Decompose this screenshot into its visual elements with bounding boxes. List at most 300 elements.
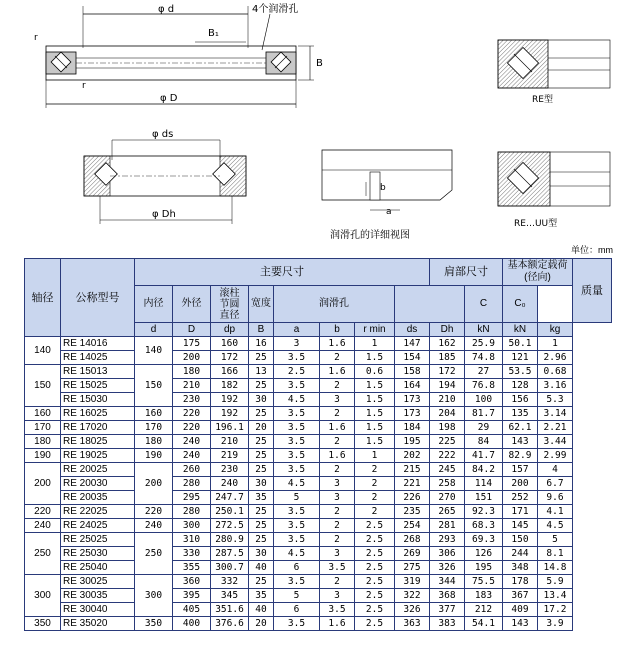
cell-inner-d: 250 xyxy=(135,533,173,575)
cell-outer-D: 355 xyxy=(173,561,211,575)
th-sym-ds: ds xyxy=(395,323,430,337)
cell-lube-b: 3 xyxy=(320,589,355,603)
cell-lube-a: 3.5 xyxy=(274,463,320,477)
cell-c: 114 xyxy=(465,477,503,491)
cell-outer-D: 210 xyxy=(173,379,211,393)
cell-lube-b: 3.5 xyxy=(320,561,355,575)
cell-c: 76.8 xyxy=(465,379,503,393)
cell-dh: 265 xyxy=(430,505,465,519)
cell-model: RE 16025 xyxy=(61,407,135,421)
cell-shaft: 160 xyxy=(25,407,61,421)
cell-mass: 4 xyxy=(538,463,573,477)
r-left-label: r xyxy=(34,33,38,43)
cell-c: 126 xyxy=(465,547,503,561)
reuu-caption: RE…UU型 xyxy=(514,219,558,229)
cell-dh: 368 xyxy=(430,589,465,603)
cell-c: 75.5 xyxy=(465,575,503,589)
cell-model: RE 30040 xyxy=(61,603,135,617)
cell-r-min: 1.5 xyxy=(355,393,395,407)
cell-lube-b: 1.6 xyxy=(320,617,355,631)
cell-dh: 306 xyxy=(430,547,465,561)
cell-r-min: 2.5 xyxy=(355,519,395,533)
cell-lube-b: 3 xyxy=(320,491,355,505)
cell-c0: 409 xyxy=(503,603,538,617)
cell-model: RE 20030 xyxy=(61,477,135,491)
cell-roller-dp: 300.7 xyxy=(211,561,249,575)
table-row xyxy=(25,519,612,533)
th-shoulder: 肩部尺寸 xyxy=(430,259,503,286)
cell-dh: 270 xyxy=(430,491,465,505)
cell-ds: 164 xyxy=(395,379,430,393)
cell-lube-a: 3.5 xyxy=(274,421,320,435)
cell-inner-d: 190 xyxy=(135,449,173,463)
cell-dh: 258 xyxy=(430,477,465,491)
cell-inner-d: 140 xyxy=(135,337,173,365)
th-sym-dp: dp xyxy=(211,323,249,337)
unit-label: 单位：mm xyxy=(571,245,613,255)
cell-width-B: 30 xyxy=(249,477,274,491)
cell-lube-a: 4.5 xyxy=(274,547,320,561)
th-load-rating xyxy=(503,259,573,286)
cell-c: 84.2 xyxy=(465,463,503,477)
cell-r-min: 1 xyxy=(355,337,395,351)
cell-roller-dp: 351.6 xyxy=(211,603,249,617)
table-row xyxy=(25,533,612,547)
cell-lube-b: 2 xyxy=(320,379,355,393)
cell-model: RE 25025 xyxy=(61,533,135,547)
cell-roller-dp: 192 xyxy=(211,407,249,421)
cell-c: 74.8 xyxy=(465,351,503,365)
cell-width-B: 30 xyxy=(249,393,274,407)
cell-r-min: 1.5 xyxy=(355,435,395,449)
cell-c: 100 xyxy=(465,393,503,407)
cell-outer-D: 260 xyxy=(173,463,211,477)
detail-caption: 润滑孔的详细视图 xyxy=(330,230,410,241)
cell-width-B: 25 xyxy=(249,575,274,589)
cell-width-B: 25 xyxy=(249,533,274,547)
cell-width-B: 35 xyxy=(249,589,274,603)
cell-inner-d: 170 xyxy=(135,421,173,435)
cell-c0: 82.9 xyxy=(503,449,538,463)
cell-ds: 319 xyxy=(395,575,430,589)
th-unit-kn2: kN xyxy=(503,323,538,337)
cell-mass: 8.1 xyxy=(538,547,573,561)
cell-c: 27 xyxy=(465,365,503,379)
cell-ds: 326 xyxy=(395,603,430,617)
cell-lube-a: 3.5 xyxy=(274,449,320,463)
cell-c0: 252 xyxy=(503,491,538,505)
cell-inner-d: 180 xyxy=(135,435,173,449)
th-load-rating-title: 基本额定载荷 xyxy=(507,260,568,271)
cell-width-B: 25 xyxy=(249,519,274,533)
cell-c0: 143 xyxy=(503,617,538,631)
cell-mass: 5.9 xyxy=(538,575,573,589)
cell-c0: 178 xyxy=(503,575,538,589)
cell-ds: 363 xyxy=(395,617,430,631)
cell-ds: 235 xyxy=(395,505,430,519)
spec-table-body xyxy=(25,337,612,631)
cell-c0: 367 xyxy=(503,589,538,603)
cell-ds: 322 xyxy=(395,589,430,603)
cell-shaft: 350 xyxy=(25,617,61,631)
th-outer: 外径 xyxy=(173,286,211,323)
cell-roller-dp: 332 xyxy=(211,575,249,589)
th-c0: C₀ xyxy=(503,286,538,323)
cell-mass: 2.96 xyxy=(538,351,573,365)
cell-width-B: 20 xyxy=(249,617,274,631)
cell-shaft: 170 xyxy=(25,421,61,435)
th-sym-b: b xyxy=(320,323,355,337)
table-row xyxy=(25,351,612,365)
cell-c0: 121 xyxy=(503,351,538,365)
th-mass: 质量 xyxy=(573,259,612,323)
cell-outer-D: 230 xyxy=(173,393,211,407)
th-unit-kn1: kN xyxy=(465,323,503,337)
cell-width-B: 25 xyxy=(249,505,274,519)
cell-width-B: 40 xyxy=(249,603,274,617)
cell-shaft: 250 xyxy=(25,533,61,575)
cell-model: RE 20025 xyxy=(61,463,135,477)
table-row xyxy=(25,589,612,603)
spec-table xyxy=(24,258,612,631)
table-row xyxy=(25,407,612,421)
cell-r-min: 2.5 xyxy=(355,589,395,603)
cell-roller-dp: 247.7 xyxy=(211,491,249,505)
re-type-drawing xyxy=(498,40,610,105)
cell-shaft: 240 xyxy=(25,519,61,533)
cell-lube-b: 2 xyxy=(320,575,355,589)
cell-outer-D: 330 xyxy=(173,547,211,561)
cell-model: RE 24025 xyxy=(61,519,135,533)
cell-model: RE 15013 xyxy=(61,365,135,379)
cell-width-B: 20 xyxy=(249,421,274,435)
cell-dh: 344 xyxy=(430,575,465,589)
table-row xyxy=(25,505,612,519)
cell-model: RE 22025 xyxy=(61,505,135,519)
cell-lube-b: 1.6 xyxy=(320,365,355,379)
cell-lube-b: 2 xyxy=(320,519,355,533)
cell-r-min: 2 xyxy=(355,505,395,519)
cell-r-min: 2.5 xyxy=(355,617,395,631)
cell-lube-b: 1.6 xyxy=(320,449,355,463)
cell-inner-d: 150 xyxy=(135,365,173,407)
cell-c: 25.9 xyxy=(465,337,503,351)
cell-lube-b: 1.6 xyxy=(320,337,355,351)
cell-c0: 145 xyxy=(503,519,538,533)
cell-ds: 158 xyxy=(395,365,430,379)
cell-lube-b: 3 xyxy=(320,393,355,407)
cell-r-min: 1.5 xyxy=(355,407,395,421)
cell-roller-dp: 219 xyxy=(211,449,249,463)
cell-lube-a: 3.5 xyxy=(274,407,320,421)
cell-lube-a: 3 xyxy=(274,337,320,351)
cell-model: RE 15025 xyxy=(61,379,135,393)
shoulder-section-view xyxy=(84,129,246,224)
cell-outer-D: 395 xyxy=(173,589,211,603)
cell-width-B: 25 xyxy=(249,407,274,421)
cell-ds: 254 xyxy=(395,519,430,533)
cell-r-min: 2.5 xyxy=(355,547,395,561)
table-row xyxy=(25,603,612,617)
cell-c0: 156 xyxy=(503,393,538,407)
cell-dh: 281 xyxy=(430,519,465,533)
cell-c0: 143 xyxy=(503,435,538,449)
technical-drawings xyxy=(0,0,621,258)
cell-r-min: 2 xyxy=(355,491,395,505)
table-row xyxy=(25,337,612,351)
cell-outer-D: 405 xyxy=(173,603,211,617)
cell-roller-dp: 345 xyxy=(211,589,249,603)
cell-roller-dp: 240 xyxy=(211,477,249,491)
cell-roller-dp: 192 xyxy=(211,393,249,407)
cell-shaft: 150 xyxy=(25,365,61,407)
cell-ds: 221 xyxy=(395,477,430,491)
cell-model: RE 14025 xyxy=(61,351,135,365)
table-row xyxy=(25,575,612,589)
phi-D-label: φ D xyxy=(160,93,178,104)
cell-inner-d: 350 xyxy=(135,617,173,631)
cell-width-B: 25 xyxy=(249,463,274,477)
cell-model: RE 15030 xyxy=(61,393,135,407)
table-row xyxy=(25,477,612,491)
cell-model: RE 25030 xyxy=(61,547,135,561)
cell-c: 29 xyxy=(465,421,503,435)
cell-mass: 4.5 xyxy=(538,519,573,533)
table-row xyxy=(25,435,612,449)
cell-mass: 3.16 xyxy=(538,379,573,393)
cell-c0: 135 xyxy=(503,407,538,421)
cell-width-B: 16 xyxy=(249,337,274,351)
table-row xyxy=(25,379,612,393)
cell-c0: 50.1 xyxy=(503,337,538,351)
cell-dh: 185 xyxy=(430,351,465,365)
cell-outer-D: 220 xyxy=(173,407,211,421)
cell-mass: 0.68 xyxy=(538,365,573,379)
cell-model: RE 18025 xyxy=(61,435,135,449)
cell-roller-dp: 230 xyxy=(211,463,249,477)
table-row xyxy=(25,617,612,631)
cell-r-min: 2 xyxy=(355,477,395,491)
cell-model: RE 30035 xyxy=(61,589,135,603)
cell-c: 212 xyxy=(465,603,503,617)
cell-shaft: 140 xyxy=(25,337,61,365)
cell-roller-dp: 166 xyxy=(211,365,249,379)
cell-mass: 3.14 xyxy=(538,407,573,421)
detail-b-label: b xyxy=(380,183,386,193)
th-lube: 润滑孔 xyxy=(274,286,395,323)
cell-model: RE 17020 xyxy=(61,421,135,435)
cell-shaft: 220 xyxy=(25,505,61,519)
cell-c: 69.3 xyxy=(465,533,503,547)
cell-r-min: 1.5 xyxy=(355,379,395,393)
cell-lube-b: 2 xyxy=(320,435,355,449)
th-roller-pitch: 滚柱 节圆 直径 xyxy=(211,286,249,323)
cell-c0: 157 xyxy=(503,463,538,477)
th-shaft: 轴径 xyxy=(25,259,61,337)
cell-ds: 275 xyxy=(395,561,430,575)
th-inner: 内径 xyxy=(135,286,173,323)
cell-outer-D: 220 xyxy=(173,421,211,435)
cell-model: RE 14016 xyxy=(61,337,135,351)
cell-roller-dp: 272.5 xyxy=(211,519,249,533)
cell-lube-b: 2 xyxy=(320,407,355,421)
cell-c: 81.7 xyxy=(465,407,503,421)
th-main-dims: 主要尺寸 xyxy=(135,259,430,286)
cell-ds: 173 xyxy=(395,393,430,407)
th-shoulder-blank xyxy=(395,286,465,323)
cell-r-min: 1.5 xyxy=(355,421,395,435)
cell-lube-a: 4.5 xyxy=(274,477,320,491)
cell-lube-b: 1.6 xyxy=(320,421,355,435)
cell-lube-a: 3.5 xyxy=(274,533,320,547)
cell-lube-a: 6 xyxy=(274,603,320,617)
th-unit-kg: kg xyxy=(538,323,573,337)
cell-outer-D: 400 xyxy=(173,617,211,631)
cell-outer-D: 295 xyxy=(173,491,211,505)
cell-mass: 3.44 xyxy=(538,435,573,449)
cell-ds: 154 xyxy=(395,351,430,365)
cell-c: 41.7 xyxy=(465,449,503,463)
cell-ds: 268 xyxy=(395,533,430,547)
cell-mass: 14.8 xyxy=(538,561,573,575)
cell-width-B: 40 xyxy=(249,561,274,575)
cell-r-min: 2.5 xyxy=(355,533,395,547)
cell-lube-a: 6 xyxy=(274,561,320,575)
cell-r-min: 2.5 xyxy=(355,561,395,575)
main-section-view xyxy=(34,2,323,108)
cell-r-min: 1 xyxy=(355,449,395,463)
cell-roller-dp: 210 xyxy=(211,435,249,449)
cell-shaft: 300 xyxy=(25,575,61,617)
cell-outer-D: 360 xyxy=(173,575,211,589)
cell-outer-D: 175 xyxy=(173,337,211,351)
cell-inner-d: 300 xyxy=(135,575,173,617)
cell-mass: 3.9 xyxy=(538,617,573,631)
detail-a-label: a xyxy=(386,207,392,217)
cell-inner-d: 240 xyxy=(135,519,173,533)
cell-c: 54.1 xyxy=(465,617,503,631)
cell-lube-b: 3.5 xyxy=(320,603,355,617)
th-model: 公称型号 xyxy=(61,259,135,337)
cell-r-min: 0.6 xyxy=(355,365,395,379)
cell-outer-D: 180 xyxy=(173,365,211,379)
cell-c0: 200 xyxy=(503,477,538,491)
cell-mass: 4.1 xyxy=(538,505,573,519)
cell-c0: 171 xyxy=(503,505,538,519)
cell-c: 84 xyxy=(465,435,503,449)
cell-mass: 13.4 xyxy=(538,589,573,603)
cell-roller-dp: 376.6 xyxy=(211,617,249,631)
cell-width-B: 30 xyxy=(249,547,274,561)
cell-model: RE 30025 xyxy=(61,575,135,589)
cell-mass: 5 xyxy=(538,533,573,547)
cell-mass: 5.3 xyxy=(538,393,573,407)
cell-inner-d: 200 xyxy=(135,463,173,505)
cell-mass: 17.2 xyxy=(538,603,573,617)
cell-width-B: 25 xyxy=(249,435,274,449)
cell-roller-dp: 196.1 xyxy=(211,421,249,435)
th-sym-B: B xyxy=(249,323,274,337)
cell-lube-a: 3.5 xyxy=(274,379,320,393)
cell-ds: 184 xyxy=(395,421,430,435)
cell-mass: 9.6 xyxy=(538,491,573,505)
cell-outer-D: 280 xyxy=(173,505,211,519)
table-row xyxy=(25,365,612,379)
spec-table-wrap xyxy=(24,258,612,631)
cell-dh: 204 xyxy=(430,407,465,421)
cell-ds: 215 xyxy=(395,463,430,477)
th-sym-d: d xyxy=(135,323,173,337)
cell-roller-dp: 250.1 xyxy=(211,505,249,519)
b1-label: B₁ xyxy=(208,28,219,39)
cell-lube-a: 3.5 xyxy=(274,575,320,589)
cell-r-min: 2 xyxy=(355,463,395,477)
cell-model: RE 19025 xyxy=(61,449,135,463)
cell-lube-b: 3 xyxy=(320,547,355,561)
cell-r-min: 2.5 xyxy=(355,603,395,617)
cell-mass: 1 xyxy=(538,337,573,351)
cell-lube-a: 3.5 xyxy=(274,505,320,519)
cell-ds: 173 xyxy=(395,407,430,421)
lube-hole-detail xyxy=(322,150,452,241)
cell-lube-b: 3 xyxy=(320,477,355,491)
r-bottom-label: r xyxy=(82,81,86,91)
cell-width-B: 25 xyxy=(249,379,274,393)
cell-mass: 2.99 xyxy=(538,449,573,463)
cell-shaft: 190 xyxy=(25,449,61,463)
cell-lube-a: 3.5 xyxy=(274,435,320,449)
cell-dh: 172 xyxy=(430,365,465,379)
cell-c0: 128 xyxy=(503,379,538,393)
re-caption: RE型 xyxy=(532,95,553,105)
table-row xyxy=(25,491,612,505)
cell-width-B: 25 xyxy=(249,351,274,365)
cell-roller-dp: 182 xyxy=(211,379,249,393)
th-sym-a: a xyxy=(274,323,320,337)
cell-lube-a: 2.5 xyxy=(274,365,320,379)
cell-lube-a: 4.5 xyxy=(274,393,320,407)
table-row xyxy=(25,393,612,407)
cell-dh: 225 xyxy=(430,435,465,449)
cell-model: RE 35020 xyxy=(61,617,135,631)
cell-dh: 293 xyxy=(430,533,465,547)
cell-lube-a: 3.5 xyxy=(274,351,320,365)
cell-outer-D: 310 xyxy=(173,533,211,547)
reuu-type-drawing xyxy=(498,152,610,229)
cell-outer-D: 280 xyxy=(173,477,211,491)
cell-dh: 222 xyxy=(430,449,465,463)
cell-shaft: 200 xyxy=(25,463,61,505)
cell-r-min: 1.5 xyxy=(355,351,395,365)
cell-roller-dp: 160 xyxy=(211,337,249,351)
cell-c0: 348 xyxy=(503,561,538,575)
th-sym-r: r min xyxy=(355,323,395,337)
cell-inner-d: 160 xyxy=(135,407,173,421)
cell-c: 151 xyxy=(465,491,503,505)
cell-dh: 326 xyxy=(430,561,465,575)
cell-lube-a: 5 xyxy=(274,589,320,603)
cell-outer-D: 240 xyxy=(173,435,211,449)
cell-dh: 383 xyxy=(430,617,465,631)
cell-outer-D: 300 xyxy=(173,519,211,533)
cell-roller-dp: 172 xyxy=(211,351,249,365)
th-sym-dh: Dh xyxy=(430,323,465,337)
cell-lube-b: 2 xyxy=(320,351,355,365)
cell-c: 68.3 xyxy=(465,519,503,533)
table-row xyxy=(25,463,612,477)
th-width: 宽度 xyxy=(249,286,274,323)
cell-lube-a: 5 xyxy=(274,491,320,505)
